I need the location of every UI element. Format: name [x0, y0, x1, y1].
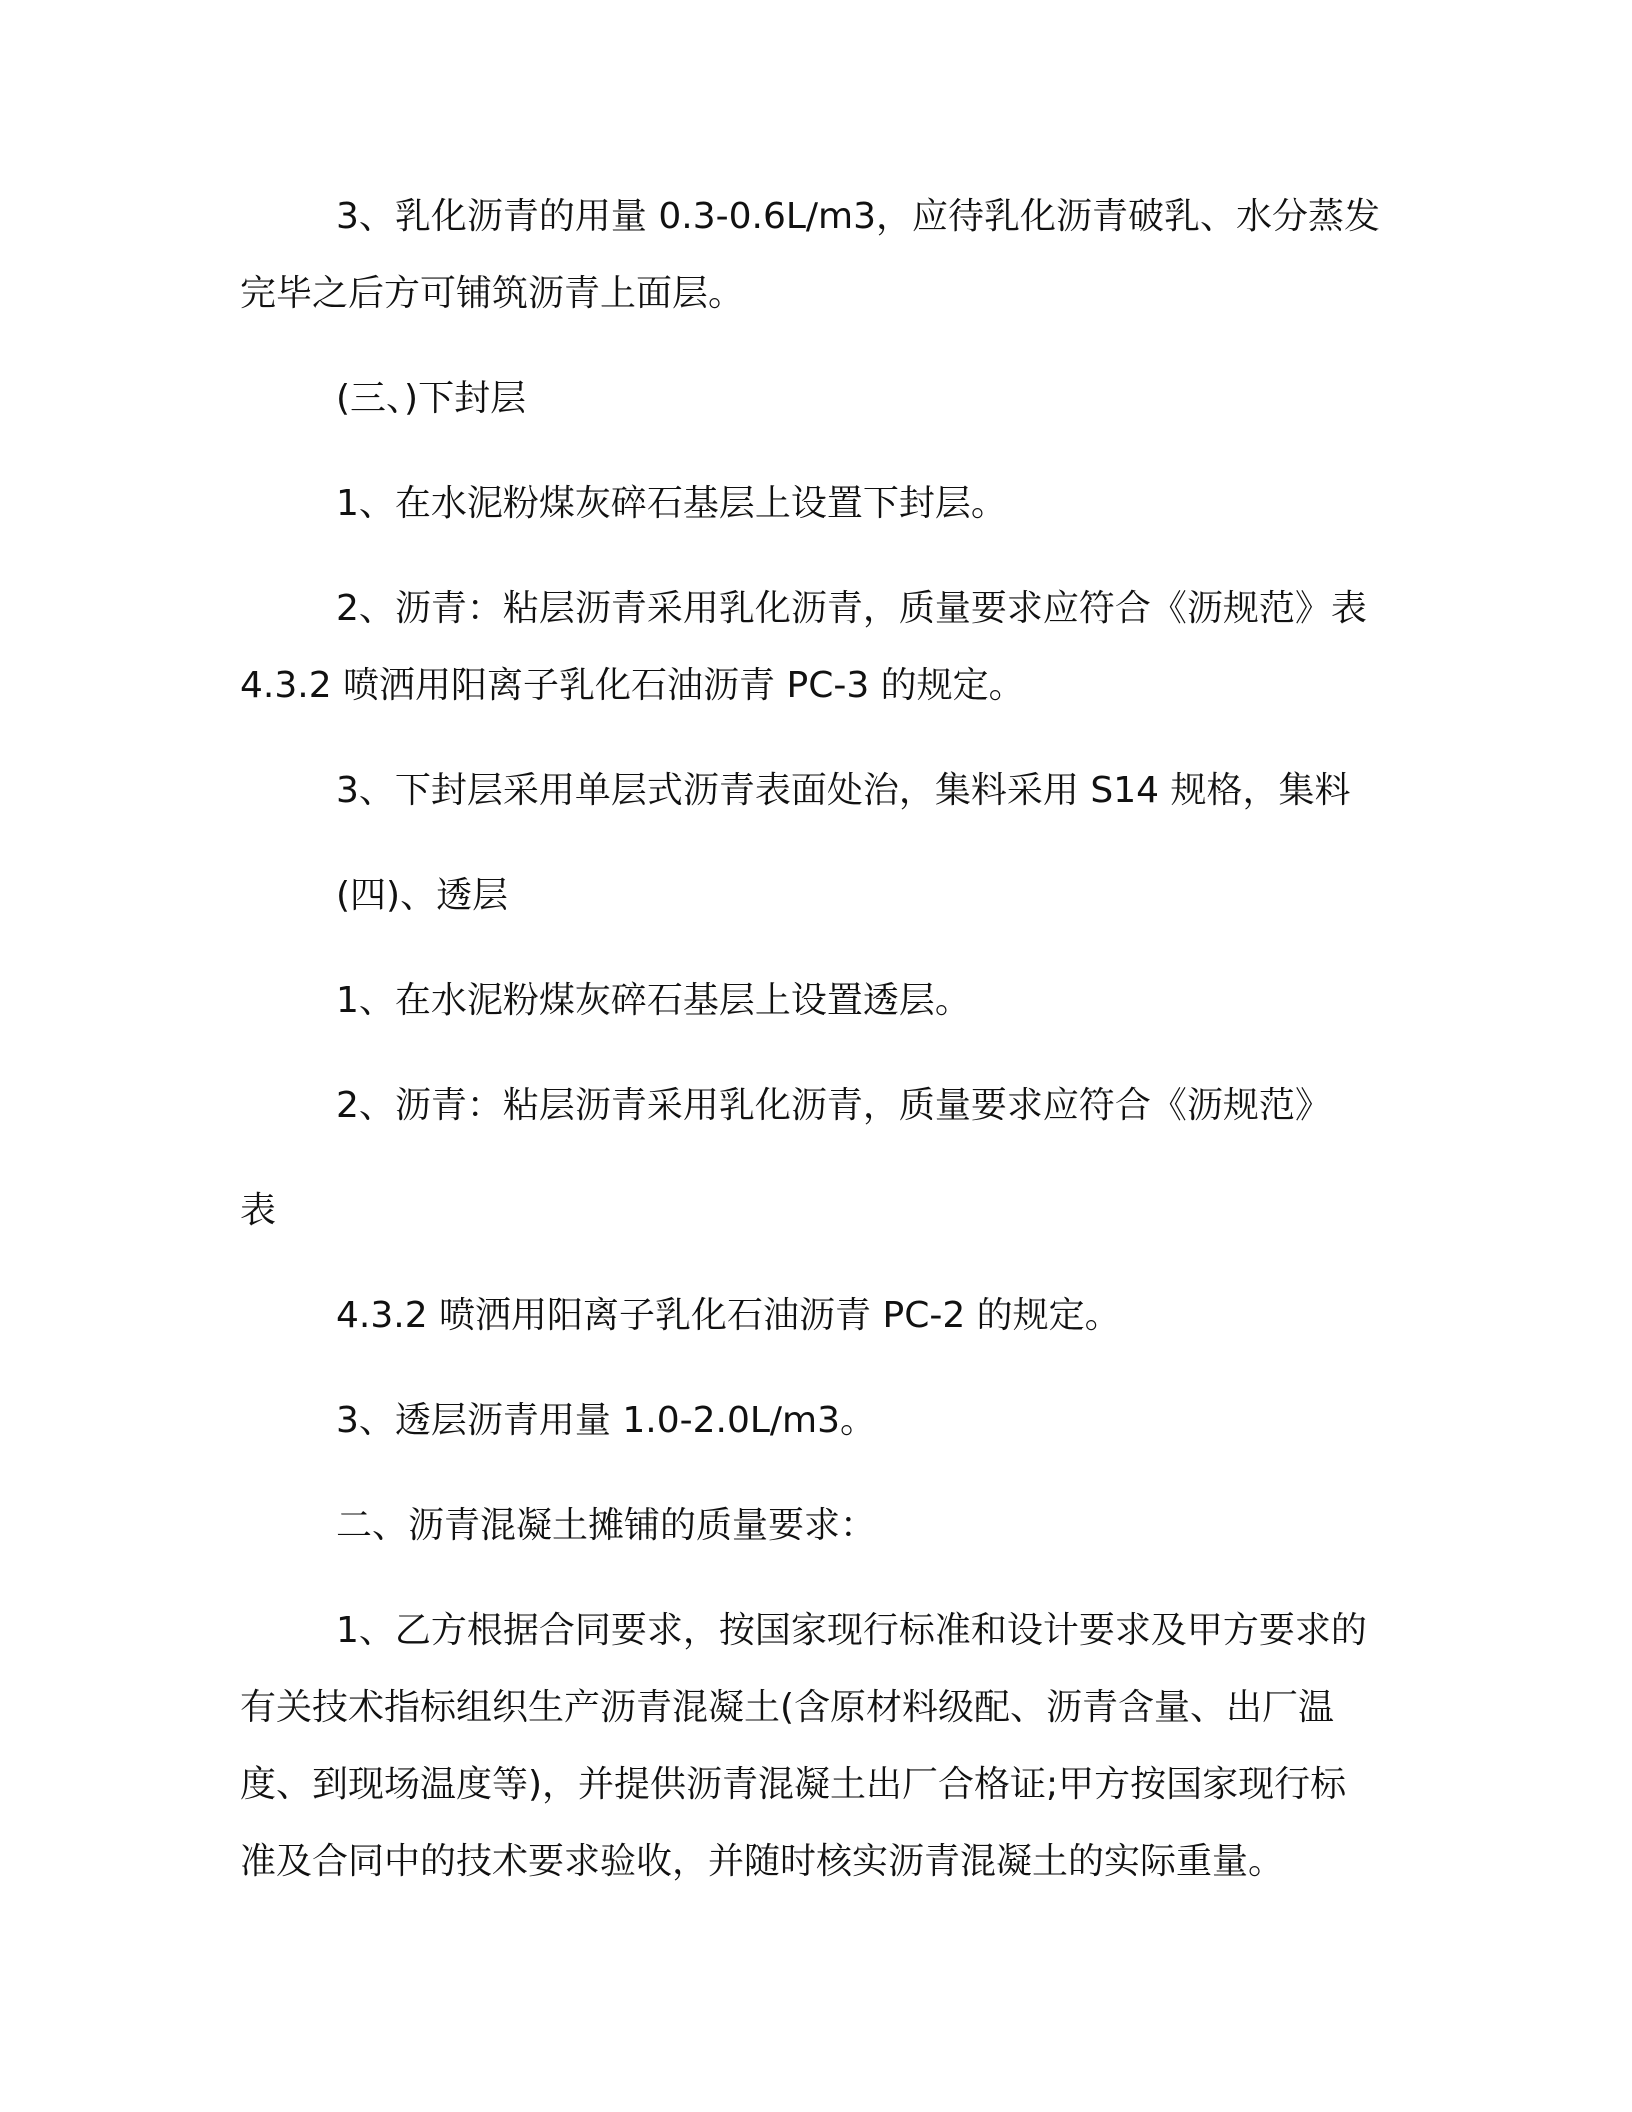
paragraph-7: 1、在水泥粉煤灰碎石基层上设置透层。	[336, 980, 971, 1021]
section-heading-prime-coat: (四)、透层	[336, 875, 509, 916]
paragraph-10: 4.3.2 喷洒用阳离子乳化石油沥青 PC-2 的规定。	[336, 1295, 1121, 1336]
paragraph-11: 3、透层沥青用量 1.0-2.0L/m3。	[336, 1400, 877, 1441]
section-heading-lower-seal: (三、)下封层	[336, 378, 527, 419]
paragraph-13: 1、乙方根据合同要求，按国家现行标准和设计要求及甲方要求的有关技术指标组织生产沥青混凝土(含原材料级配、沥青含量、出厂温度、到现场温度等)，并提供沥青混凝土出厂合格证;甲方按国家现行标准及合同中的技术要求验收，并随时核实沥青混凝土的实际重量。	[240, 1610, 1367, 1882]
paragraph-5: 3、下封层采用单层式沥青表面处治，集料采用 S14 规格，集料	[336, 770, 1351, 811]
paragraph-9: 表	[240, 1190, 277, 1231]
document-body	[240, 178, 1380, 1928]
paragraph-4: 2、沥青：粘层沥青采用乳化沥青，质量要求应符合《沥规范》表 4.3.2 喷洒用阳离子乳化石油沥青 PC-3 的规定。	[240, 588, 1367, 706]
paragraph-8: 2、沥青：粘层沥青采用乳化沥青，质量要求应符合《沥规范》	[336, 1085, 1331, 1126]
paragraph-3: 1、在水泥粉煤灰碎石基层上设置下封层。	[336, 483, 1007, 524]
paragraph-1: 3、乳化沥青的用量 0.3-0.6L/m3，应待乳化沥青破乳、水分蒸发完毕之后方可铺筑沥青上面层。	[240, 196, 1381, 314]
section-heading-quality-requirements: 二、沥青混凝土摊铺的质量要求：	[336, 1505, 877, 1546]
